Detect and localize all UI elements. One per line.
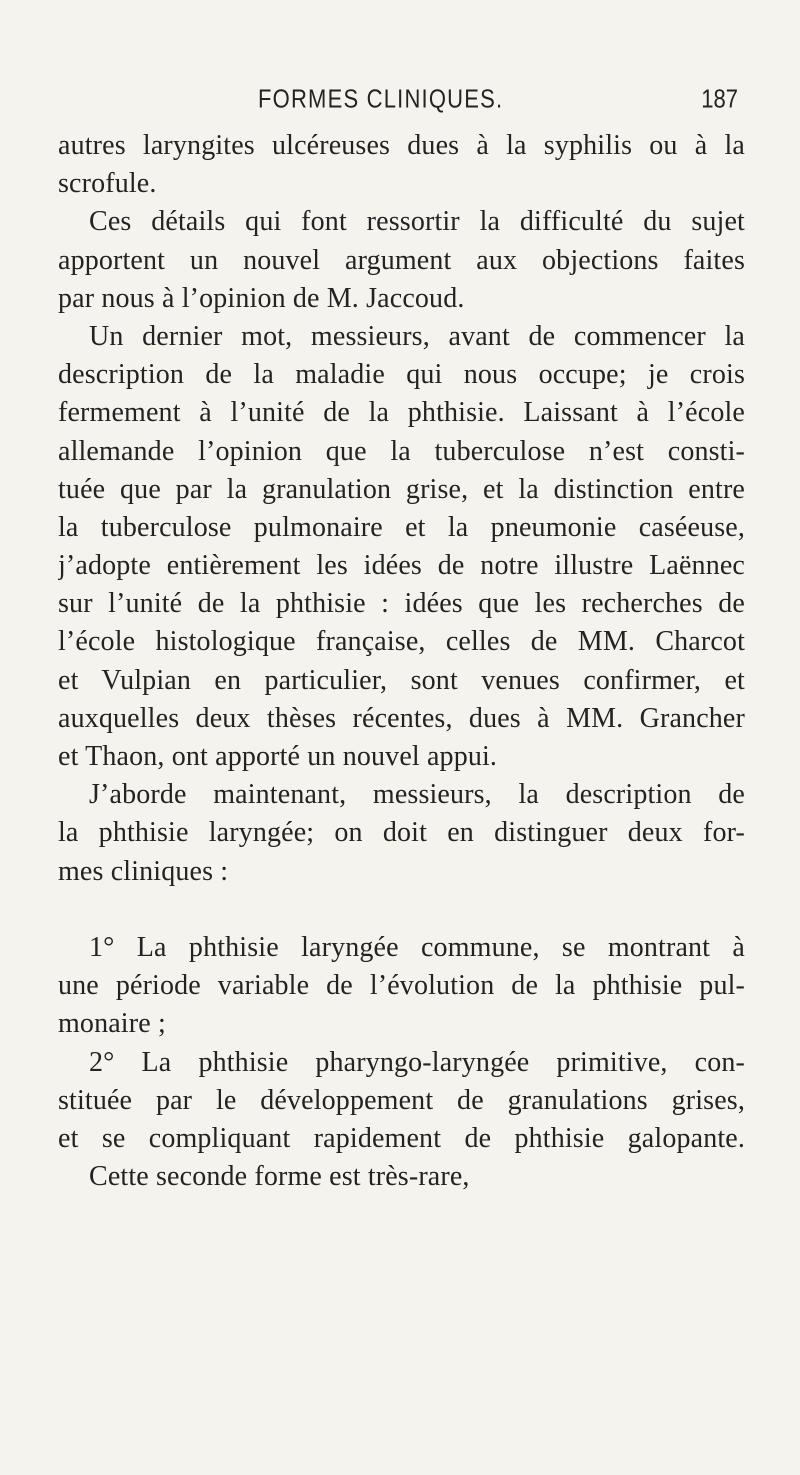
text-line: J’aborde maintenant, messieurs, la description de (89, 779, 745, 811)
text-line: Un dernier mot, messieurs, avant de commencer la (89, 320, 745, 352)
text-line: et Vulpian en particulier, sont venues confirmer, et (58, 664, 745, 696)
paragraph-gap (58, 891, 745, 929)
text-line: par nous à l’opinion de M. Jaccoud. (58, 282, 465, 314)
text-line: 1° La phthisie laryngée commune, se montrant à (89, 931, 745, 963)
text-line: fermement à l’unité de la phthisie. Laissant à l’école (58, 397, 745, 429)
text-line: et se compliquant rapidement de phthisie galopante. (58, 1122, 745, 1154)
running-title: FORMES CLINIQUES. (258, 84, 504, 114)
text-line: la tuberculose pulmonaire et la pneumonie caséeuse, (58, 511, 745, 543)
text-line: Cette seconde forme est très-rare, (89, 1161, 470, 1193)
page-header (0, 84, 800, 118)
text-line: Ces détails qui font ressortir la difficulté du sujet (89, 206, 745, 238)
text-line: j’adopte entièrement les idées de notre illustre Laënnec (58, 550, 745, 582)
text-line: mes cliniques : (58, 855, 229, 887)
page-number: 187 (701, 84, 738, 114)
text-line: monaire ; (58, 1008, 166, 1040)
text-line: et Thaon, ont apporté un nouvel appui. (58, 741, 498, 772)
text-line: scrofule. (58, 168, 157, 200)
text-line: sur l’unité de la phthisie : idées que les recherches de (58, 588, 745, 620)
text-line: apportent un nouvel argument aux objections faites (58, 244, 745, 276)
text-line: autres laryngites ulcéreuses dues à la syphilis ou à la (58, 130, 745, 161)
text-line: l’école histologique française, celles de MM. Charcot (58, 626, 745, 658)
text-line: description de la maladie qui nous occupe; je crois (58, 359, 745, 391)
text-line: auxquelles deux thèses récentes, dues à MM. Grancher (58, 702, 745, 734)
text-line: tuée que par la granulation grise, et la distinction entre (58, 473, 745, 505)
text-line: allemande l’opinion que la tuberculose n’est consti- (58, 435, 745, 467)
body-text (58, 127, 745, 1196)
text-line: stituée par le développement de granulations grises, (58, 1084, 745, 1116)
text-line: la phthisie laryngée; on doit en distinguer deux for- (58, 817, 745, 849)
text-line: une période variable de l’évolution de la phthisie pul- (58, 970, 745, 1002)
text-line: 2° La phthisie pharyngo-laryngée primitive, con- (89, 1046, 745, 1078)
